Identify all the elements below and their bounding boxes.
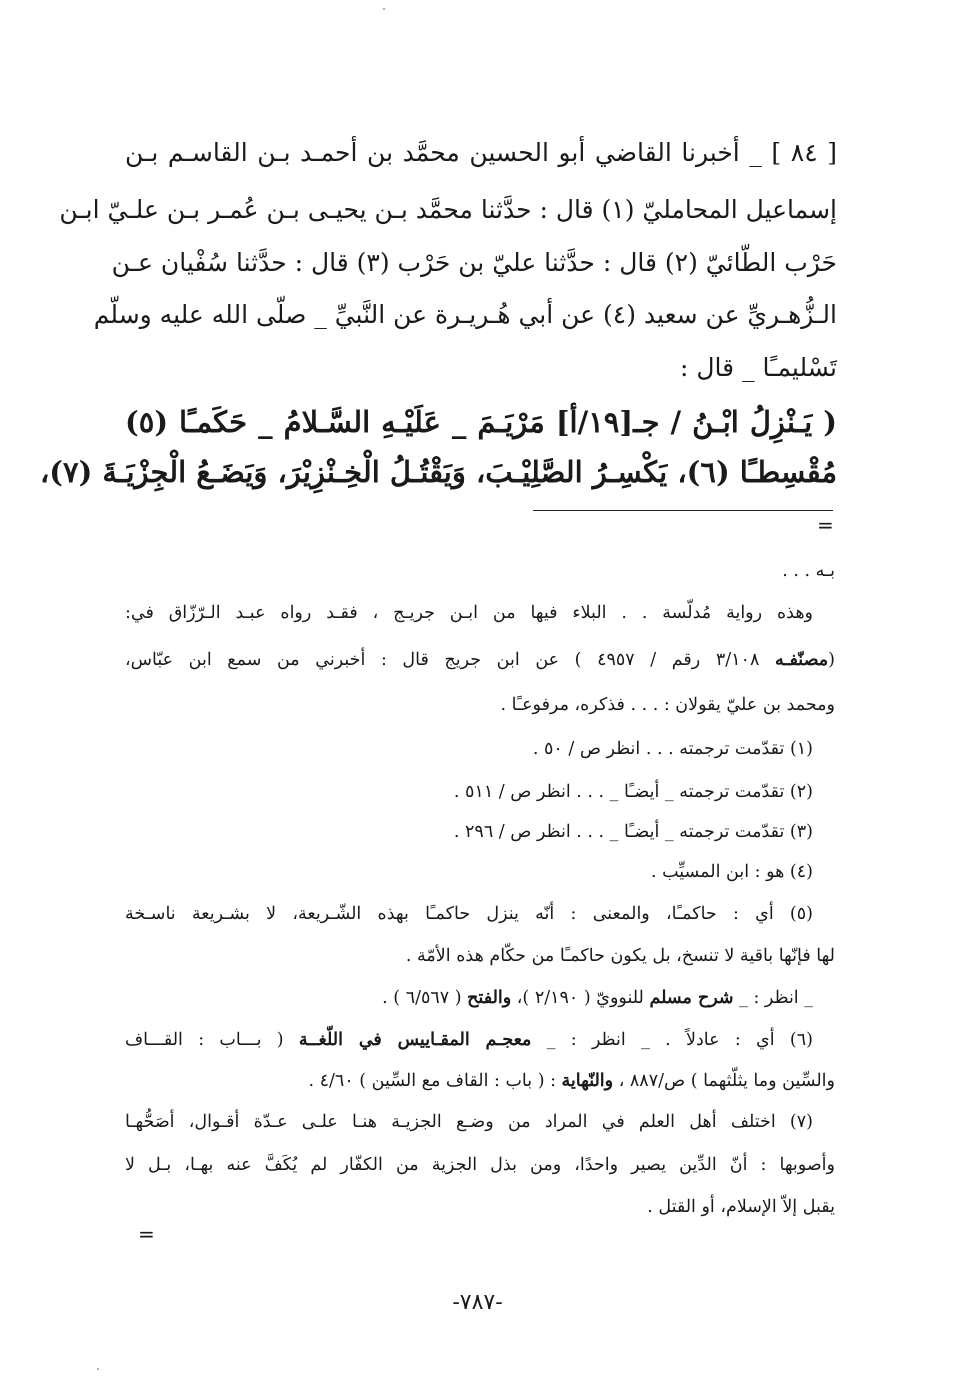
footnote-6-line-1: (٦) أي : عادلاً . _ انظر : _ معجـم المقـاييس في اللّغــة ( بـــاب : القـــاف — [125, 1030, 813, 1050]
footnote-6-line-2: والسِّين وما يثلّثهما ) ص/٨٨٧ ، والنّهاية : ( باب : القاف مع السِّين ) ٤/٦٠ . — [308, 1071, 835, 1091]
scan-speck — [383, 8, 385, 10]
source-title: شرح مسلم — [649, 988, 734, 1008]
footnote-7-line-1: (٧) اختلف أهل العلم في المراد من وضـع الجزيـة هنـا علـى عـدّة أقـوال، أصَحُّهـا — [125, 1112, 813, 1132]
footnote-1: (١) تقدّمت ترجمته . . . انظر ص / ٥٠ . — [532, 739, 813, 759]
footnote-4: (٤) هو : ابن المسيِّب . — [650, 862, 813, 882]
footnote-continuation: بـه . . . — [782, 561, 835, 581]
footnote-para-3: ومحمد بن عليّ يقولان : . . . فذكره، مرفوعـًا . — [500, 695, 835, 715]
footnote-2: (٢) تقدّمت ترجمته _ أيضـًا _ . . . انظر ص / ٥١١ . — [453, 782, 813, 802]
hadith-line-1: ( يَـنْزِلُ ابْـنُ / جـ[١٩/أ] مَرْيَـمَ _ عَلَيْـهِ السَّـلامُ _ حَكَمـًا (٥) — [125, 405, 837, 439]
scan-speck — [97, 1368, 99, 1370]
footnote-7-line-3: يقبل إلاّ الإسلام، أو القتل . — [647, 1197, 835, 1217]
footnote-separator — [533, 510, 833, 511]
main-text-line-4: الـزُّهـريِّ عن سعيد (٤) عن أبي هُـريـرة عن النَّبيِّ _ صلّى الله عليه وسلّم — [93, 300, 837, 329]
source-title: والنّهاية — [561, 1071, 614, 1091]
footnote-para-2: (مصنّفـه ٣/١٠٨ رقم / ٤٩٥٧ ) عن ابن جريج قال : أخبرني من سمع ابن عبّاس، — [125, 650, 835, 670]
hadith-line-2: مُقْسِطـًا (٦)، يَكْسِـرُ الصَّلِيْـبَ، وَيَقْتُـلُ الْخِـنْزِيْرَ، وَيَضَـعُ الْجِزْيَـةَ (٧)، — [39, 455, 837, 489]
continuation-mark-top: = — [817, 513, 834, 537]
source-title: معجـم المقـاييس في اللّغــة — [298, 1030, 532, 1050]
continuation-mark-bottom: = — [138, 1222, 155, 1246]
main-text-line-3: حَرْب الطّائيّ (٢) قال : حدَّثنا عليّ بن حَرْب (٣) قال : حدَّثنا سُفْيان عـن — [111, 248, 837, 277]
footnote-5-line-3: _ انظر : _ شرح مسلم للنوويّ ( ٢/١٩٠ )، والفتح ( ٦/٥٦٧ ) . — [382, 988, 813, 1008]
page-number: -٧٨٧- — [452, 1290, 503, 1315]
footnote-5-line-1: (٥) أي : حاكمـًا، والمعنى : أنّه ينزل حاكمـًا بهذه الشّـريعة، لا بشـريعة ناسـخة — [125, 904, 813, 924]
main-text-line-1: [ ٨٤ ] _ أخبرنا القاضي أبو الحسين محمَّد بن أحمـد بـن القاسـم بـن — [125, 138, 837, 167]
footnote-3: (٣) تقدّمت ترجمته _ أيضـًا _ . . . انظر ص / ٢٩٦ . — [453, 822, 813, 842]
source-title: والفتح — [467, 988, 512, 1008]
source-title: مصنّفـه — [774, 650, 829, 670]
main-text-line-2: إسماعيل المحامليّ (١) قال : حدَّثنا محمَّد بـن يحيـى بـن عُمـر بـن علـيّ ابـن — [59, 195, 837, 224]
footnote-para-1: وهذه رواية مُدلّسة . . البلاء فيها من ابـن جريـج ، فقـد رواه عبـد الـرّزّاق في: — [125, 603, 813, 623]
footnote-5-line-2: لها فإنّها باقية لا تنسخ، بل يكون حاكمـًا من حكّام هذه الأمّة . — [405, 946, 835, 966]
main-text-line-5: تَسْليمـًا _ قال : — [680, 353, 837, 382]
footnote-7-line-2: وأصوبها : أنّ الدِّين يصير واحدًا، ومن بذل الجزية من الكفّار لم يُكَفَّ عنه بهـا، بـل لا — [125, 1155, 835, 1175]
